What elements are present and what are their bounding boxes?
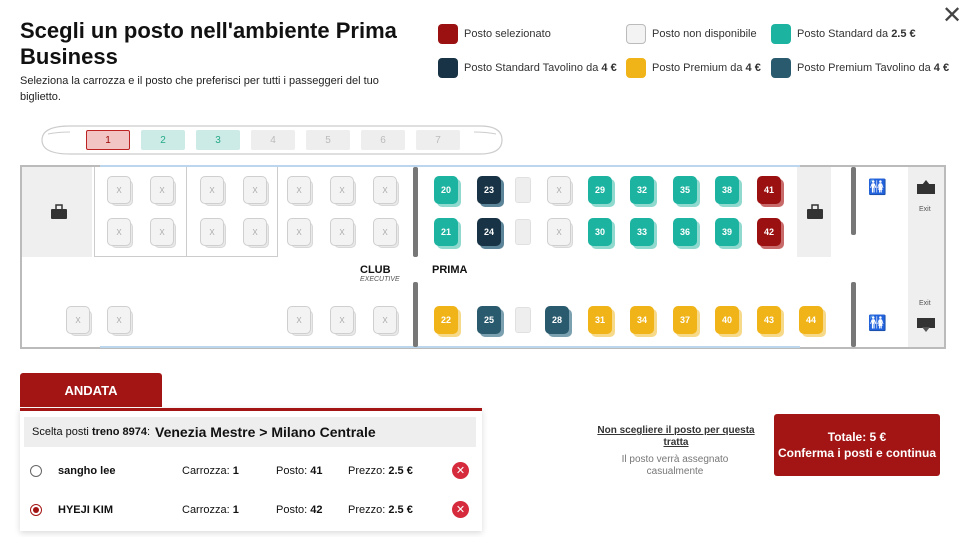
carriage-tab-6[interactable]: 6	[361, 130, 405, 150]
wall	[851, 167, 856, 235]
legend-label: Posto Standard Tavolino da	[464, 62, 599, 74]
seat-unavailable: X	[107, 218, 131, 246]
seat-30[interactable]: 30	[588, 218, 612, 246]
seat-unavailable-icon	[626, 24, 646, 44]
legend-selected	[438, 24, 551, 44]
zone-label-club: CLUB	[360, 264, 391, 276]
seat-unavailable: X	[373, 218, 397, 246]
seat-unavailable: X	[373, 176, 397, 204]
exit-label: Exit	[919, 300, 931, 307]
carriage-tab-3[interactable]: 3	[196, 130, 240, 150]
passenger-name: sangho lee	[58, 465, 116, 477]
prezzo-value: 2.5 €	[388, 465, 413, 477]
carrozza-value: 1	[232, 504, 239, 516]
seat-36[interactable]: 36	[673, 218, 697, 246]
seat-unavailable: X	[287, 218, 311, 246]
window-strip-bottom	[100, 346, 800, 348]
seat-25[interactable]: 25	[477, 306, 501, 334]
seat-32[interactable]: 32	[630, 176, 654, 204]
carriage-tab-4[interactable]: 4	[251, 130, 295, 150]
legend-standard-table	[438, 58, 617, 78]
passenger-row[interactable]	[30, 461, 470, 481]
carriage-tab-1[interactable]: 1	[86, 130, 130, 150]
seat-unavailable: X	[150, 218, 174, 246]
close-icon[interactable]: ✕	[942, 2, 963, 29]
luggage-icon	[50, 204, 68, 220]
posto-label: Posto:	[276, 504, 308, 516]
wall	[851, 282, 856, 347]
seat-41[interactable]: 41	[757, 176, 781, 204]
seat-unavailable: X	[150, 176, 174, 204]
legend-price: 2.5 €	[891, 28, 916, 40]
seat-unavailable: X	[547, 218, 571, 246]
booking-panel	[20, 408, 482, 531]
passenger-name: HYEJI KIM	[58, 504, 114, 516]
seat-standard-table-icon	[438, 58, 458, 78]
carriage-tab-7[interactable]: 7	[416, 130, 460, 150]
passenger-radio[interactable]	[30, 504, 42, 516]
legend-label: Posto Standard da	[797, 28, 889, 40]
legend-premium	[626, 58, 761, 78]
legend-label: Posto non disponibile	[652, 28, 757, 40]
blank-seat	[515, 219, 531, 245]
seat-43[interactable]: 43	[757, 306, 781, 334]
seat-unavailable: X	[107, 176, 131, 204]
seat-premium-table-icon	[771, 58, 791, 78]
seat-38[interactable]: 38	[715, 176, 739, 204]
legend-label: Posto selezionato	[464, 28, 551, 40]
seat-28[interactable]: 28	[545, 306, 569, 334]
tab-andata[interactable]: ANDATA	[20, 373, 162, 407]
posto-value: 42	[310, 504, 323, 516]
skip-note: Il posto verrà assegnato casualmente	[621, 454, 729, 477]
blank-seat	[515, 177, 531, 203]
legend-label: Posto Premium da	[652, 62, 743, 74]
carrozza-label: Carrozza:	[182, 504, 230, 516]
passenger-radio[interactable]	[30, 465, 42, 477]
exit-label: Exit	[919, 206, 931, 213]
seat-unavailable: X	[287, 176, 311, 204]
scelta-label: Scelta posti	[32, 426, 89, 438]
seat-33[interactable]: 33	[630, 218, 654, 246]
seat-standard-icon	[771, 24, 791, 44]
route: Venezia Mestre > Milano Centrale	[155, 424, 376, 440]
seat-unavailable: X	[200, 218, 224, 246]
blank-seat	[515, 307, 531, 333]
seat-unavailable: X	[287, 306, 311, 334]
carrozza-label: Carrozza:	[182, 465, 230, 477]
seat-35[interactable]: 35	[673, 176, 697, 204]
legend-standard	[771, 24, 916, 44]
carrozza-value: 1	[232, 465, 239, 477]
seat-unavailable: X	[330, 218, 354, 246]
restroom-icon: 🚻	[868, 315, 887, 332]
prezzo-value: 2.5 €	[388, 504, 413, 516]
seat-20[interactable]: 20	[434, 176, 458, 204]
skip-seat-link[interactable]: Non scegliere il posto per questa tratta	[597, 425, 755, 448]
legend-label: Posto Premium Tavolino da	[797, 62, 931, 74]
total-label: Totale: 5 €	[827, 430, 887, 444]
wall	[413, 167, 418, 257]
seat-unavailable: X	[66, 306, 90, 334]
seat-selected-icon	[438, 24, 458, 44]
seat-21[interactable]: 21	[434, 218, 458, 246]
seat-unavailable: X	[547, 176, 571, 204]
seat-unavailable: X	[243, 218, 267, 246]
legend-price: 4 €	[601, 62, 617, 74]
legend-unavailable	[626, 24, 757, 44]
seat-unavailable: X	[200, 176, 224, 204]
seat-42[interactable]: 42	[757, 218, 781, 246]
seat-29[interactable]: 29	[588, 176, 612, 204]
page-subtitle: Seleziona la carrozza e il posto che preferisci per tutti i passeggeri del tuo biglietto.	[20, 75, 379, 103]
train-number: treno 8974	[91, 426, 147, 438]
seat-unavailable: X	[330, 176, 354, 204]
seat-unavailable: X	[330, 306, 354, 334]
posto-value: 41	[310, 465, 323, 477]
carriage-tab-5[interactable]: 5	[306, 130, 350, 150]
legend-premium-table	[771, 58, 949, 78]
confirm-label: Conferma i posti e continua	[777, 446, 936, 460]
seat-22[interactable]: 22	[434, 306, 458, 334]
seat-40[interactable]: 40	[715, 306, 739, 334]
restroom-icon: 🚻	[868, 179, 887, 196]
seat-24[interactable]: 24	[477, 218, 501, 246]
wall	[413, 282, 418, 347]
seat-premium-icon	[626, 58, 646, 78]
zone-label-executive: EXECUTIVE	[360, 276, 400, 283]
legend-price: 4 €	[933, 62, 950, 74]
posto-label: Posto:	[276, 465, 308, 477]
prezzo-label: Prezzo:	[348, 504, 386, 516]
confirm-button[interactable]	[774, 414, 940, 476]
seat-unavailable: X	[373, 306, 397, 334]
booking-header: Scelta posti treno 8974 : Venezia Mestre > Milano Centrale	[24, 417, 476, 447]
carriage-tab-2[interactable]: 2	[141, 130, 185, 150]
exit-up-icon	[917, 180, 935, 194]
seat-31[interactable]: 31	[588, 306, 612, 334]
seat-37[interactable]: 37	[673, 306, 697, 334]
exit-down-icon	[917, 318, 935, 332]
page-title: Scegli un posto nell'ambiente Prima Business	[20, 18, 397, 69]
legend-price: 4 €	[745, 62, 761, 74]
passenger-row[interactable]	[30, 500, 470, 520]
prezzo-label: Prezzo:	[348, 465, 386, 477]
zone-label-prima: PRIMA	[432, 264, 468, 276]
seat-34[interactable]: 34	[630, 306, 654, 334]
seat-unavailable: X	[243, 176, 267, 204]
remove-seat-icon[interactable]: ✕	[452, 501, 469, 518]
remove-seat-icon[interactable]: ✕	[452, 462, 469, 479]
compartment-divider	[186, 167, 187, 257]
seat-unavailable: X	[107, 306, 131, 334]
luggage-icon	[806, 204, 824, 220]
seat-39[interactable]: 39	[715, 218, 739, 246]
seat-23[interactable]: 23	[477, 176, 501, 204]
seat-44[interactable]: 44	[799, 306, 823, 334]
